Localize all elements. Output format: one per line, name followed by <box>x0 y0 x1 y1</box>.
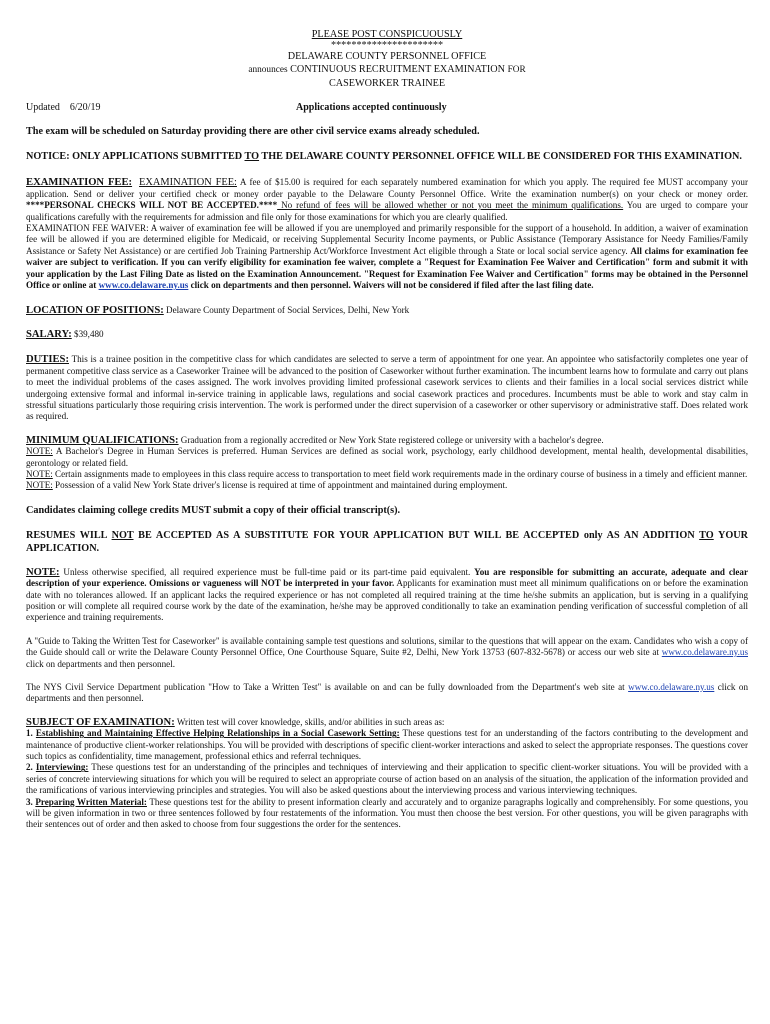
subject-item-3-text: These questions test for the ability to present information clearly and accurately and to organize paragraphs logically and comprehensibly. For some questions, you will be given information in two or three sentences followed by four restatements of the information. You must then choose the best version. For other questions, you will be given paragraphs with their sentences out of order and then asked to choose from four suggestions the order for the sentences. <box>26 796 748 830</box>
salary-section <box>26 329 748 340</box>
duties-section <box>26 354 748 422</box>
announces-label: announces <box>248 65 288 75</box>
nys-link[interactable]: www.co.delaware.ny.us <box>628 682 715 692</box>
personal-checks-warning: ****PERSONAL CHECKS WILL NOT BE ACCEPTED.**** <box>26 200 278 211</box>
submission-notice <box>26 150 748 163</box>
min-qual-text: Graduation from a regionally accredited or New York State registered college or university with a bachelor's degree. <box>178 434 604 445</box>
updated-info <box>26 102 296 113</box>
experience-note-section <box>26 567 748 624</box>
note-text-2: Certain assignments made to employees in this class require access to transportation to meet field work requirements made in the ordinary course of business in a timely and efficient manner. <box>52 468 748 479</box>
exam-type: CONTINUOUS RECRUITMENT EXAMINATION <box>290 64 506 75</box>
no-refund-text: No refund of fees will be allowed whether or not you meet the minimum qualifications. <box>277 200 624 211</box>
resumes-a: RESUMES WILL <box>26 529 112 541</box>
fee-waiver-text-3: click on departments and then personnel. Waivers will not be considered if filed after the last filing date. <box>188 280 594 291</box>
fee-waiver-text-2: All claims for examination fee waiver are subject to verification. If you can verify eligibility for examination fee waiver, complete a "Request for Examination Fee Waiver and Certification" form and submit it with your application by the Last Filing Date as listed on the Examination Announcement. "Request for Examination Fee Waiver and Certification" forms may be obtained in the Personnel Office or online at <box>26 245 748 291</box>
duties-text: This is a trainee position in the competitive class for which candidates are selected to serve a term of appointment for one year. An appointee who satisfactorily completes one year of permanent competitive class service as a Caseworker Trainee will be advanced to the position of Caseworker without further examination. The incumbent learns how to formulate and carry out plans to meet the individual problems of the cases assigned. The work involves providing limited professional casework services to clients and their families in a local social services district while undergoing extensive formal and informal in-service training in applicable laws, regulations and social casework practices and procedures. Incumbents must be able to work and stay calm in stressful situations particularly those requiring crisis intervention. The work is performed under the direct supervision of a caseworker or other supervisory or administrative staff. Does related work as required. <box>26 354 748 422</box>
star-divider: ********************** <box>330 40 444 51</box>
transcript-note: Candidates claiming college credits MUST submit a copy of their official transcript(s). <box>26 504 401 516</box>
resumes-notice <box>26 529 748 555</box>
schedule-note: The exam will be scheduled on Saturday providing there are other civil service exams already scheduled. <box>26 126 480 138</box>
resumes-b: BE ACCEPTED AS A SUBSTITUTE FOR YOUR APPLICATION BUT WILL BE ACCEPTED only AS AN ADDITION <box>133 529 700 541</box>
guide-link[interactable]: www.co.delaware.ny.us <box>661 647 748 658</box>
subject-item-3 <box>26 797 748 831</box>
updated-row <box>26 102 748 113</box>
min-qual-note-3 <box>26 480 748 491</box>
fee-waiver-section <box>26 223 748 291</box>
min-qual-note-1 <box>26 446 748 469</box>
location-section <box>26 305 748 316</box>
experience-note-2: You are responsible for submitting an accurate, adequate and clear description of your experience. Omissions or vagueness will NOT be interpreted in your favor. <box>26 566 749 589</box>
note-label-1: NOTE: <box>26 446 53 457</box>
exam-fee-heading-2: EXAMINATION FEE: <box>139 177 237 189</box>
resumes-to: TO <box>699 529 714 541</box>
resumes-not: NOT <box>111 529 134 541</box>
subject-item-2-title: Interviewing: <box>35 762 89 773</box>
announcement-header <box>26 28 748 90</box>
note-label-3: NOTE: <box>26 480 53 491</box>
exam-fee-heading: EXAMINATION FEE: <box>26 177 133 189</box>
note-text-1: A Bachelor's Degree in Human Services is preferred. Human Services are defined as social work, psychology, early childhood development, mental health, developmental disabilities, gerontology or related field. <box>26 446 748 468</box>
updated-date: 6/20/19 <box>69 102 101 113</box>
fee-waiver-text-1: A waiver of examination fee will be allowed if you are unemployed and primarily responsible for the support of a household. In addition, a waiver of examination fee will be allowed if you are determined eligible for Medicaid, or receiving Supplemental Security Income payments, or Public Assistance (Temporary Assistance for Needy Families/Family Assistance or Safety Net Assistance) or are certified Job Training Partnership Act/Workforce Investment Act eligible through a State or local social service agency. <box>26 223 748 256</box>
fee-text-4: You are urged to compare your qualifications carefully with the requirements for admission and file only for those examinations for which you are clearly qualified. <box>26 200 748 222</box>
note-label-2: NOTE: <box>26 468 53 479</box>
guide-section <box>26 636 748 670</box>
salary-value: $39,480 <box>71 328 104 339</box>
duties-heading: DUTIES: <box>26 354 69 366</box>
nys-text-2: click on departments and then personnel. <box>26 682 748 704</box>
location-heading: LOCATION OF POSITIONS: <box>26 305 164 317</box>
position-title: CASEWORKER TRAINEE <box>328 78 446 89</box>
announcement-page <box>26 28 748 831</box>
subject-item-2-text: These questions test for an understanding of the principles and techniques of interviewing and their application to specific client-worker situations. You will be provided with a series of concrete interviewing situations for which you will be required to select an appropriate course of action based on an analysis of the situation, the application of the information provided and the ramifications of various interviewing principles and strategies. You will also be asked questions about the interviewing process and various interviewing techniques. <box>26 762 749 796</box>
post-conspicuously: PLEASE POST CONSPICUOUSLY <box>311 29 463 40</box>
experience-note-heading: NOTE: <box>26 566 60 578</box>
subject-item-2 <box>26 762 748 796</box>
min-qual-note-2 <box>26 469 748 480</box>
subject-item-3-num: 3. <box>26 796 36 807</box>
subject-item-1-num: 1. <box>26 728 36 739</box>
location-text: Delaware County Department of Social Services, Delhi, New York <box>163 305 410 316</box>
subject-item-3-title: Preparing Written Material: <box>35 796 147 807</box>
notice-text-b: THE DELAWARE COUNTY PERSONNEL OFFICE WILL BE CONSIDERED FOR THIS EXAMINATION. <box>259 151 742 163</box>
salary-heading: SALARY: <box>26 328 72 340</box>
guide-text-1: A "Guide to Taking the Written Test for Caseworker" is available containing sample test questions and solutions, similar to the questions that will appear on the exam. Candidates who wish a copy of the Guide should call or write the Delaware County Personnel Office, One Courthouse Square, Suite #2, Delhi, New York 13753 (607-832-5678) or access our web site at <box>26 635 748 658</box>
fee-waiver-link[interactable]: www.co.delaware.ny.us <box>98 280 189 291</box>
min-qual-heading: MINIMUM QUALIFICATIONS: <box>26 434 179 446</box>
subject-intro: Written test will cover knowledge, skills, and/or abilities in such areas as: <box>174 716 445 727</box>
nys-text-1: The NYS Civil Service Department publication "How to Take a Written Test" is available on and can be fully downloaded from the Department's web site at <box>26 682 629 692</box>
subject-item-2-num: 2. <box>26 762 36 773</box>
subject-item-1 <box>26 728 748 762</box>
notice-to: TO <box>244 151 260 163</box>
resumes-c: YOUR APPLICATION. <box>26 529 749 554</box>
subject-section <box>26 717 748 728</box>
applications-accepted: Applications accepted continuously <box>296 102 447 113</box>
exam-announcement-line <box>26 63 748 77</box>
experience-note-3: Applicants for examination must meet all minimum qualifications on or before the examination date with no tolerances allowed. If an applicant lacks the required experience or has not completed all required training at the time he/she submits an application, but is serving in a qualifying position or will complete all required course work by the date of the examination, he/she may be approved conditionally to take an examination pending verification of successful completion of all experience and training requirements. <box>26 578 748 623</box>
exam-fee-section <box>26 177 748 223</box>
subject-heading: SUBJECT OF EXAMINATION: <box>26 716 175 728</box>
nys-publication-section <box>26 682 748 705</box>
min-qual-section <box>26 435 748 446</box>
updated-label: Updated <box>26 102 60 113</box>
notice-text-a: NOTICE: ONLY APPLICATIONS SUBMITTED <box>26 151 245 163</box>
fee-waiver-heading: EXAMINATION FEE WAIVER: <box>26 223 149 234</box>
note-text-3: Possession of a valid New York State driver's license is required at time of appointment and maintained during employment. <box>52 480 508 491</box>
subject-item-1-title: Establishing and Maintaining Effective Helping Relationships in a Social Casework Setting: <box>35 728 400 739</box>
office-name: DELAWARE COUNTY PERSONNEL OFFICE <box>287 51 487 62</box>
for-label: FOR <box>507 65 526 75</box>
fee-text-1: A fee of $15.00 is required for each separately numbered examination for which you apply. The required fee MUST accompany your application. Send or deliver your certified check or money order payable to the Delaware County Personnel Office. Write the examination number(s) on your check or money order. <box>26 177 748 199</box>
guide-text-2: click on departments and then personnel. <box>26 658 175 669</box>
experience-note-1: Unless otherwise specified, all required experience must be full-time paid or its part-time paid equivalent. <box>59 566 475 577</box>
subject-item-1-text: These questions test for an understanding of the factors contributing to the development and maintenance of productive client-worker relationships. You will be provided with descriptions of specific client-worker interactions and asked to select the appropriate responses. The questions cover such topics as confidentiality, time management, professional ethics and referral techniques. <box>26 728 749 762</box>
